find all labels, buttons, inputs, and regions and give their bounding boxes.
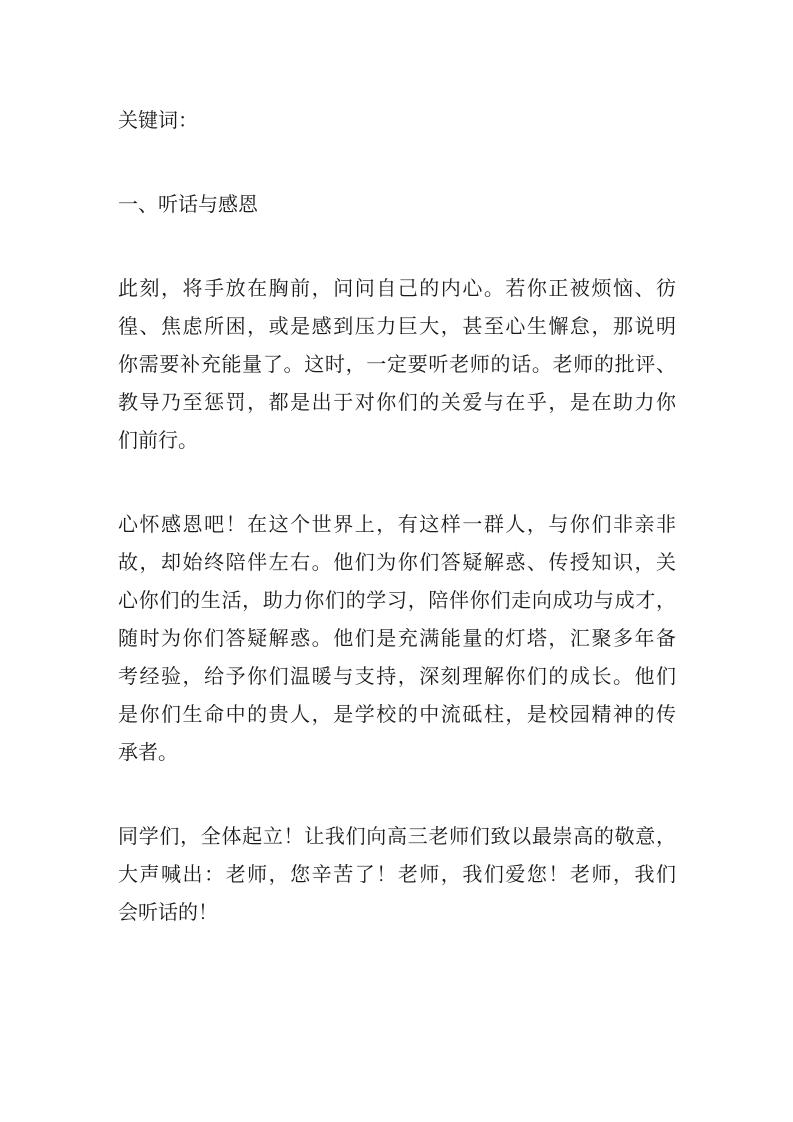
text-line: 此刻，将手放在胸前，问问自己的内心。若你正被烦恼、彷	[118, 276, 676, 300]
section-heading	[118, 185, 676, 223]
text-line: 是你们生命中的贵人，是学校的中流砥柱，是校园精神的传	[118, 702, 676, 726]
text-line: 故，却始终陪伴左右。他们为你们答疑解惑、传授知识，关	[118, 550, 676, 574]
text-line: 同学们，全体起立！让我们向高三老师们致以最崇高的敬意，	[118, 824, 676, 848]
paragraph	[118, 817, 676, 931]
keywords-label	[118, 101, 676, 139]
text-line: 承者。	[118, 740, 178, 764]
text-line: 关键词：	[118, 108, 198, 132]
paragraph	[118, 269, 676, 459]
text-line: 会听话的！	[118, 900, 218, 924]
text-line: 一、听话与感恩	[118, 192, 258, 216]
text-line: 教导乃至惩罚，都是出于对你们的关爱与在乎，是在助力你	[118, 390, 676, 414]
document-page	[118, 101, 676, 977]
text-line: 大声喊出：老师，您辛苦了！老师，我们爱您！老师，我们	[118, 862, 676, 886]
paragraph	[118, 505, 676, 771]
text-line: 你需要补充能量了。这时，一定要听老师的话。老师的批评、	[118, 352, 676, 376]
text-line: 随时为你们答疑解惑。他们是充满能量的灯塔，汇聚多年备	[118, 626, 676, 650]
text-line: 徨、焦虑所困，或是感到压力巨大，甚至心生懈怠，那说明	[118, 314, 676, 338]
text-line: 心怀感恩吧！在这个世界上，有这样一群人，与你们非亲非	[118, 512, 676, 536]
text-line: 考经验，给予你们温暖与支持，深刻理解你们的成长。他们	[118, 664, 676, 688]
text-line: 心你们的生活，助力你们的学习，陪伴你们走向成功与成才，	[118, 588, 676, 612]
text-line: 们前行。	[118, 428, 198, 452]
